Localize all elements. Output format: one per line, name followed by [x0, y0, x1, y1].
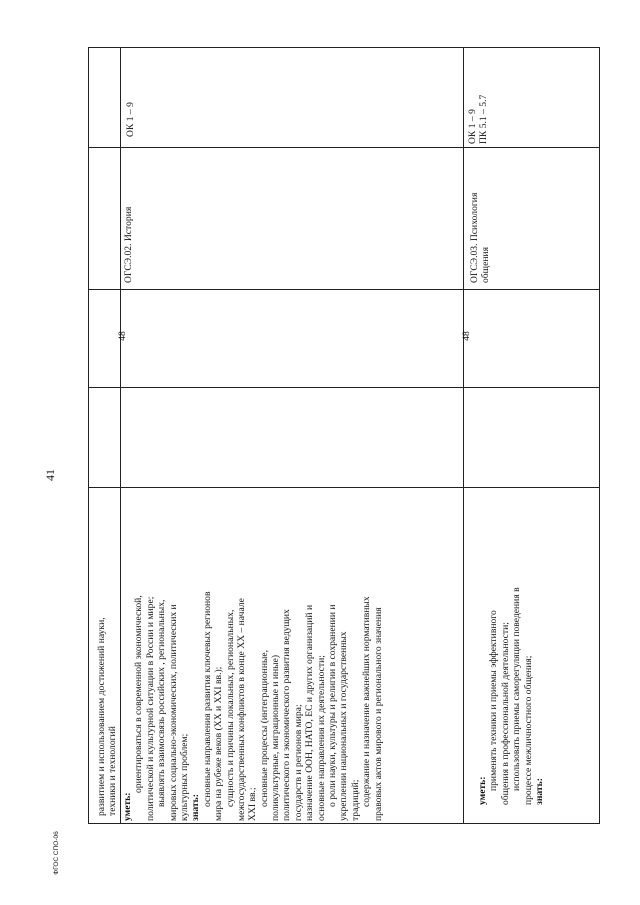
content-line: политической и культурной ситуации в России и мире; [144, 596, 156, 821]
row-1-discipline: ОГСЭ.02. История [123, 206, 134, 283]
content-line: использовать приемы саморегуляции поведения в [511, 587, 523, 791]
col-divider-hours [88, 289, 600, 290]
content-line: назначение ООН, НАТО, ЕС и других организаций и [304, 604, 316, 821]
content-line: процессе межличностного общения; [522, 655, 534, 805]
discipline-line: общения [480, 246, 492, 283]
row-1-hours: 48 [117, 331, 128, 341]
table-border-right [599, 47, 600, 823]
content-line: государств и регионов мира; [292, 704, 304, 821]
row-1-competencies [125, 57, 139, 137]
content-line: мировых социально-экономических, политических и [167, 604, 179, 821]
col-divider-empty [88, 387, 600, 388]
col-divider-discipline [88, 147, 600, 148]
row-2-discipline [469, 163, 495, 283]
content-line: знать: [533, 778, 545, 805]
footer-code: ФГОС СПО-06 [53, 831, 60, 875]
content-line: правовых актов мирового и регионального значения [372, 607, 384, 821]
content-line: общения в профессиональной деятельности; [499, 622, 511, 805]
content-line: ориентироваться в современной экономической, [133, 595, 145, 793]
table-border-bottom [88, 823, 600, 824]
discipline-line: ОГСЭ.03. Психология [469, 192, 480, 283]
content-line: содержание и назначение важнейших нормативных [361, 596, 373, 807]
row-2-competencies [467, 64, 493, 144]
competency: ПК 5.1 – 5.7 [478, 94, 490, 144]
content-line: применять техники и приемы эффективного [488, 610, 500, 791]
content-line: основные направления развития ключевых регионов [201, 591, 213, 807]
content-line: межгосударственных конфликтов в конце XX – начале [235, 598, 247, 821]
row-0-content [96, 486, 120, 816]
content-line: мира на рубеже веков (XX и XXI вв.); [213, 666, 225, 821]
content-line: основные направления их деятельности; [315, 655, 327, 821]
competency: ОК 1 – 9 [467, 109, 478, 144]
content-line: политического и экономического развития ведущих [281, 609, 293, 821]
row-2-hours: 48 [461, 331, 472, 341]
content-line: сущность и причины локальных, региональных, [224, 609, 236, 807]
content-line: традиций; [349, 779, 361, 821]
content-line: техники и технологий [107, 726, 119, 816]
page-number: 41 [43, 469, 57, 481]
row-1-content [122, 485, 462, 821]
content-line: уметь: [477, 776, 488, 805]
table-border-left [88, 47, 89, 823]
content-line: развитием и использованием достижений науки, [96, 617, 107, 816]
content-line: XXI вв.; [247, 787, 259, 821]
competency: ОК 1 – 9 [125, 102, 136, 137]
content-line: знать: [190, 794, 202, 821]
content-line: укреплении национальных и государственных [338, 631, 350, 821]
row-divider-2 [463, 47, 464, 823]
row-divider-1 [120, 47, 121, 823]
table-border-top [88, 47, 600, 48]
content-line: о роли науки, культуры и религии в сохранении и [327, 604, 339, 807]
row-2-content [477, 515, 549, 805]
content-line: поликультурные, миграционные и иные) [270, 654, 282, 821]
content-line: выявлять взаимосвязь российских , региональных, [156, 599, 168, 807]
content-line: культурных проблем; [178, 733, 190, 821]
content-line: основные процессы (интеграционные, [258, 649, 270, 807]
content-line: уметь: [122, 792, 133, 821]
